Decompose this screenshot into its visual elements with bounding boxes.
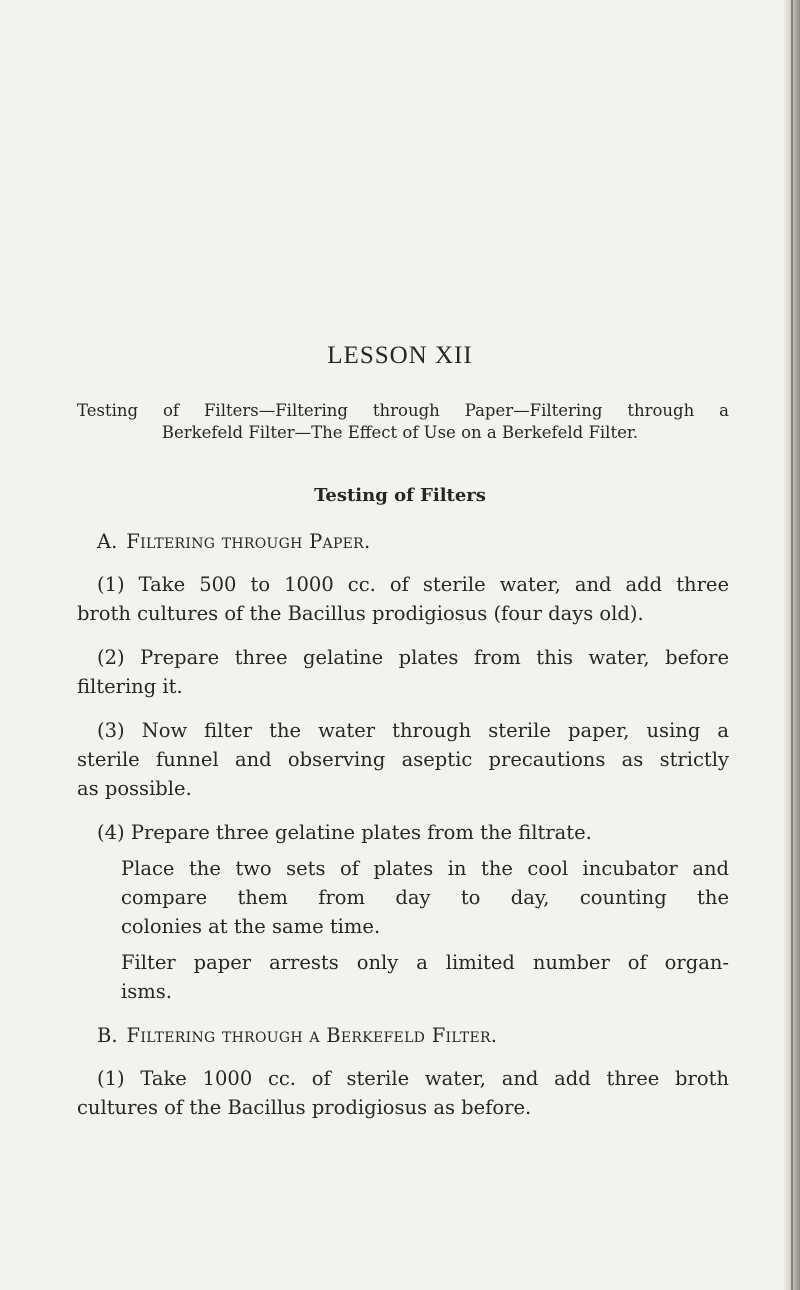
summary-line-2: Berkefeld Filter—The Effect of Use on a Berkefeld Filter. bbox=[161, 423, 639, 442]
part-a-step-4-line-1: (4) Prepare three gelatine plates from the filtrate. bbox=[97, 821, 592, 844]
part-a-step-3-line-3: as possible. bbox=[77, 777, 192, 800]
part-a-step-1-line-1: (1) Take 500 to 1000 cc. of sterile water, and add three bbox=[97, 573, 729, 596]
section-heading: Testing of Filters bbox=[314, 485, 486, 506]
part-a-heading bbox=[97, 532, 371, 552]
part-a-step-2-line-2: filtering it. bbox=[77, 675, 183, 698]
part-a-note-1-line-2: compare them from day to day, counting the bbox=[121, 886, 729, 909]
part-a-letter: A. bbox=[97, 530, 118, 553]
part-b-letter: B. bbox=[97, 1024, 118, 1047]
part-a-note-1-line-1: Place the two sets of plates in the cool incubator and bbox=[121, 857, 729, 880]
part-a-step-1-line-2: broth cultures of the Bacillus prodigiosus (four days old). bbox=[77, 602, 644, 625]
part-b-title: Filtering through a Berkefeld Filter. bbox=[126, 1024, 498, 1047]
part-b-step-1-line-1: (1) Take 1000 cc. of sterile water, and add three broth bbox=[97, 1067, 729, 1090]
part-a-step-3-line-2: sterile funnel and observing aseptic precautions as strictly bbox=[77, 748, 729, 771]
part-a-note-2-line-2: isms. bbox=[121, 980, 172, 1003]
part-a-step-3-line-1: (3) Now filter the water through sterile paper, using a bbox=[97, 719, 729, 742]
part-a-step-2-line-1: (2) Prepare three gelatine plates from this water, before bbox=[97, 646, 729, 669]
part-b-step-1-line-2: cultures of the Bacillus prodigiosus as before. bbox=[77, 1096, 532, 1119]
part-a-note-2-line-1: Filter paper arrests only a limited number of organ- bbox=[121, 951, 729, 974]
summary-line-1: Testing of Filters—Filtering through Paper—Filtering through a bbox=[77, 401, 729, 420]
part-a-note-1-line-3: colonies at the same time. bbox=[121, 915, 381, 938]
part-b-heading bbox=[97, 1026, 497, 1046]
lesson-title: LESSON XII bbox=[327, 342, 473, 369]
part-a-title: Filtering through Paper. bbox=[126, 530, 371, 553]
